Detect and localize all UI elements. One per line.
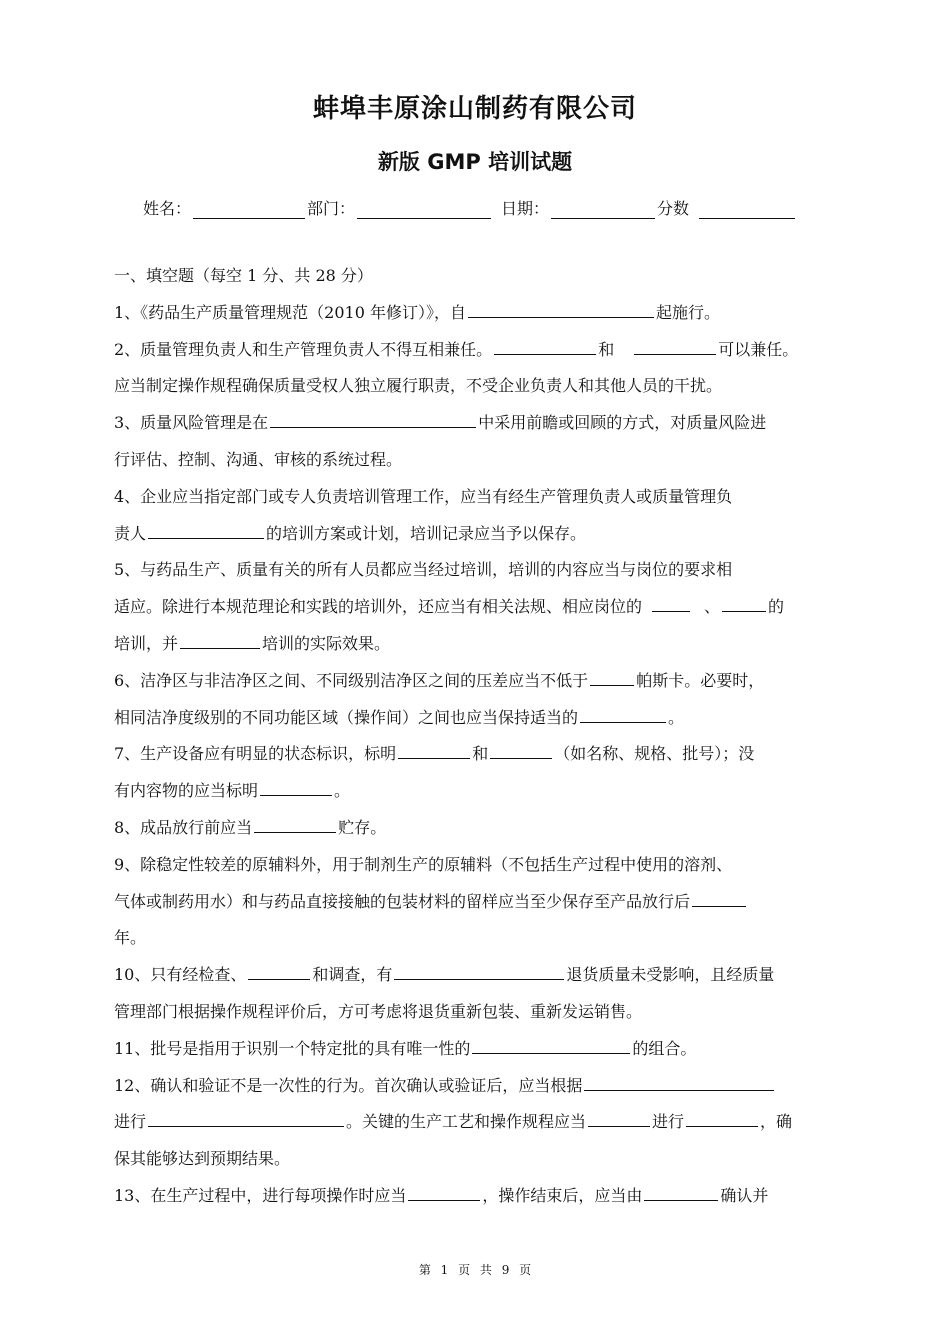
question-12-cont	[114, 1104, 864, 1141]
answer-blank[interactable]	[652, 593, 690, 612]
question-text: 7、生产设备应有明显的状态标识，标明	[114, 744, 397, 764]
question-text: ，操作结束后，应当由	[482, 1185, 643, 1205]
question-8	[114, 810, 864, 847]
question-text: 可以兼任。	[718, 339, 799, 359]
question-text: 中采用前瞻或回顾的方式，对质量风险进	[478, 413, 767, 433]
question-text: 2、质量管理负责人和生产管理负责人不得互相兼任。	[114, 339, 493, 359]
question-9-cont	[114, 884, 864, 921]
question-text: 起施行。	[656, 302, 721, 322]
question-13	[114, 1178, 864, 1215]
question-text: （如名称、规格、批号）；没	[554, 744, 755, 764]
question-3-cont: 行评估、控制、沟通、审核的系统过程。	[114, 449, 403, 469]
answer-blank[interactable]	[584, 1072, 774, 1091]
score-blank[interactable]	[699, 200, 795, 219]
question-text: 3、质量风险管理是在	[114, 413, 269, 433]
question-9-cont2: 年。	[114, 928, 147, 948]
answer-blank[interactable]	[634, 336, 716, 355]
answer-blank[interactable]	[588, 1108, 650, 1127]
department-label: 部门：	[307, 199, 356, 218]
exam-title: 新版 GMP 培训试题	[377, 150, 573, 174]
question-2	[114, 332, 864, 369]
question-text: 和	[598, 339, 615, 359]
date-blank[interactable]	[551, 200, 655, 219]
question-text: 有内容物的应当标明	[114, 781, 259, 801]
name-label: 姓名：	[143, 199, 192, 218]
page-footer: 第 1 页 共 9 页	[418, 1263, 532, 1277]
question-text: 的组合。	[632, 1038, 697, 1058]
answer-blank[interactable]	[472, 1035, 630, 1054]
answer-blank[interactable]	[494, 336, 596, 355]
question-text: 气体或制药用水）和与药品直接接触的包装材料的留样应当至少保存至产品放行后	[114, 891, 691, 911]
answer-blank[interactable]	[644, 1182, 718, 1201]
question-text: 相同洁净度级别的不同功能区域（操作间）之间也应当保持适当的	[114, 707, 579, 727]
answer-blank[interactable]	[692, 888, 746, 907]
answer-blank[interactable]	[270, 409, 476, 428]
question-text: 和调查，有	[312, 965, 393, 985]
question-12-cont2: 保其能够达到预期结果。	[114, 1149, 291, 1169]
answer-blank[interactable]	[260, 777, 332, 796]
question-text: 的培训方案或计划，培训记录应当予以保存。	[266, 523, 587, 543]
question-text: 10、只有经检查、	[114, 965, 247, 985]
candidate-info-row	[143, 196, 797, 219]
answer-blank[interactable]	[398, 740, 470, 759]
answer-blank[interactable]	[180, 630, 260, 649]
answer-blank[interactable]	[408, 1182, 480, 1201]
date-label: 日期：	[501, 199, 550, 218]
question-text: 的	[768, 597, 785, 617]
question-text: 13、在生产过程中，进行每项操作时应当	[114, 1185, 407, 1205]
question-2-cont: 应当制定操作规程确保质量受权人独立履行职责，不受企业负责人和其他人员的干扰。	[114, 376, 723, 396]
question-text: 培训，并	[114, 633, 179, 653]
question-1	[114, 295, 864, 332]
question-text: 8、成品放行前应当	[114, 817, 253, 837]
question-text: 帕斯卡。必要时，	[636, 670, 765, 690]
question-text: 进行	[652, 1112, 685, 1132]
question-text: 6、洁净区与非洁净区之间、不同级别洁净区之间的压差应当不低于	[114, 670, 589, 690]
answer-blank[interactable]	[590, 667, 634, 686]
department-blank[interactable]	[357, 200, 491, 219]
answer-blank[interactable]	[468, 299, 654, 318]
question-3	[114, 405, 864, 442]
question-text: 1、《药品生产质量管理规范（2010 年修订）》，自	[114, 302, 466, 322]
answer-blank[interactable]	[722, 593, 766, 612]
question-11	[114, 1031, 864, 1068]
question-text: 贮存。	[338, 817, 387, 837]
question-text: 和	[472, 744, 489, 764]
question-9: 9、除稳定性较差的原辅料外，用于制剂生产的原辅料（不包括生产过程中使用的溶剂、	[114, 854, 733, 874]
question-6-cont	[114, 700, 864, 737]
question-5-cont	[114, 589, 864, 626]
question-text: 培训的实际效果。	[262, 633, 391, 653]
score-label: 分数	[657, 199, 690, 218]
question-7-cont	[114, 773, 864, 810]
answer-blank[interactable]	[490, 740, 552, 759]
answer-blank[interactable]	[394, 961, 564, 980]
answer-blank[interactable]	[580, 704, 666, 723]
question-text: 退货质量未受影响，且经质量	[566, 965, 775, 985]
question-text: 责人	[114, 523, 147, 543]
answer-blank[interactable]	[686, 1108, 758, 1127]
question-4-cont	[114, 516, 864, 553]
question-text: 。	[334, 781, 351, 801]
question-text: 确认并	[720, 1185, 769, 1205]
question-10	[114, 957, 864, 994]
question-text: 进行	[114, 1112, 147, 1132]
question-text: 11、批号是指用于识别一个特定批的具有唯一性的	[114, 1038, 471, 1058]
question-10-cont: 管理部门根据操作规程评价后，方可考虑将退货重新包装、重新发运销售。	[114, 1001, 643, 1021]
question-text: 、	[704, 597, 721, 617]
section-title: 一、填空题（每空 1 分、共 28 分）	[114, 266, 373, 285]
answer-blank[interactable]	[248, 961, 310, 980]
answer-blank[interactable]	[148, 520, 264, 539]
name-blank[interactable]	[193, 200, 305, 219]
company-name: 蚌埠丰原涂山制药有限公司	[312, 94, 637, 124]
question-6	[114, 663, 864, 700]
question-7	[114, 736, 864, 773]
question-5: 5、与药品生产、质量有关的所有人员都应当经过培训，培训的内容应当与岗位的要求相	[114, 560, 733, 580]
question-12	[114, 1068, 864, 1105]
question-text: 。关键的生产工艺和操作规程应当	[346, 1112, 587, 1132]
question-text: 12、确认和验证不是一次性的行为。首次确认或验证后，应当根据	[114, 1075, 583, 1095]
fill-in-section	[114, 258, 864, 1215]
question-text: ，确	[760, 1112, 793, 1132]
answer-blank[interactable]	[254, 814, 336, 833]
answer-blank[interactable]	[148, 1108, 344, 1127]
question-5-cont2	[114, 626, 864, 663]
question-4: 4、企业应当指定部门或专人负责培训管理工作，应当有经生产管理负责人或质量管理负	[114, 486, 733, 506]
question-text: 适应。除进行本规范理论和实践的培训外，还应当有相关法规、相应岗位的	[114, 597, 643, 617]
question-text: 。	[668, 707, 685, 727]
